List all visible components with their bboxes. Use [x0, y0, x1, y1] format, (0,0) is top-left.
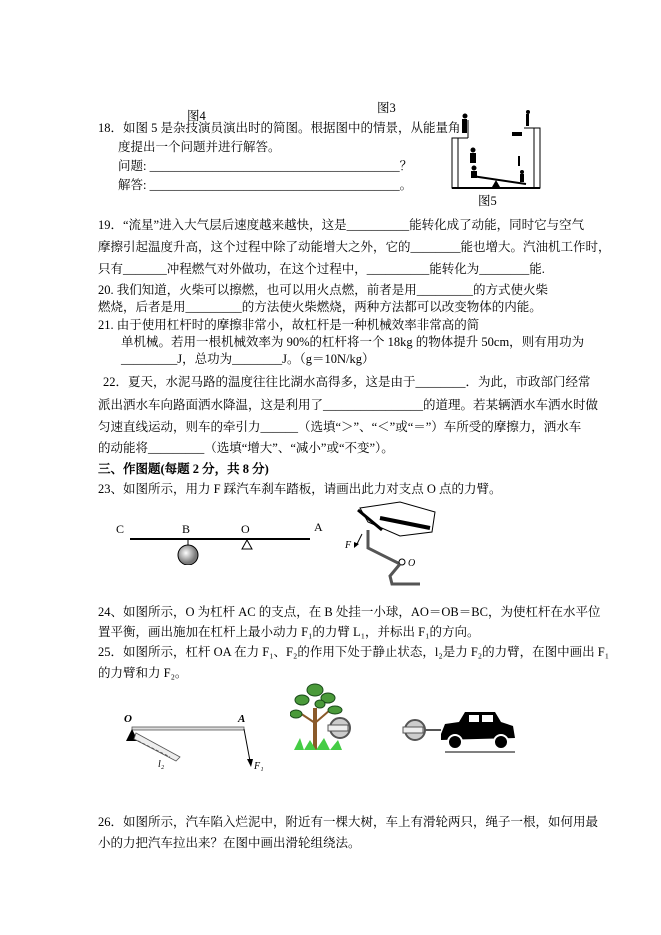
q18-line2: 度提出一个问题并进行解答。	[118, 140, 281, 154]
oa-label-a: A	[238, 713, 246, 725]
pedal-label-o: O	[408, 558, 416, 569]
oa-label-f1: F₁	[254, 761, 264, 772]
lever-label-b: B	[182, 522, 191, 536]
lever-label-c: C	[116, 522, 125, 536]
figure-lever-acbo	[110, 515, 330, 565]
q18-answer-label: 解答:	[118, 178, 147, 192]
q22-line1: 22．夏天，水泥马路的温度往往比湖水高得多，这是由于________．为此，市政部门经常	[103, 375, 591, 389]
q20-line1: 20. 我们知道，火柴可以擦燃，也可以用火点燃，前者是用_________的方式使火柴	[98, 283, 549, 297]
q18-answer-row	[118, 177, 412, 193]
lever-label-o: O	[241, 522, 250, 536]
lever-label-a: A	[314, 520, 323, 534]
q19-line3: 只有_______冲程燃气对外做功，在这个过程中，__________能转化为________能.	[98, 262, 545, 276]
q18-line1: 18．如图 5 是杂技演员演出时的简图。根据图中的情景，从能量角	[98, 121, 461, 135]
section-3-heading: 三、作图题(每题 2 分，共 8 分)	[98, 462, 269, 476]
figure-5-label: 图5	[478, 194, 497, 208]
oa-label-o: O	[124, 713, 132, 725]
figure-brake-pedal	[340, 498, 440, 588]
q24-line2: 置平衡，画出施加在杠杆上最小动力 F₁的力臂 L₁，并标出 F₁的方向。	[98, 625, 480, 639]
q22-line2: 派出洒水车向路面洒水降温，这是利用了________________的道理。若某辆洒水车洒水时做	[98, 398, 599, 412]
figure-car-pulley	[395, 710, 520, 758]
q23-line1: 23、如图所示，用力 F 踩汽车刹车踏板，请画出此力对支点 O 点的力臂。	[98, 482, 502, 496]
figure-lever-oa	[120, 705, 270, 775]
q22-line4: 的动能将_________（选填“增大”、“减小”或“不变”）。	[98, 441, 394, 455]
q26-line2: 小的力把汽车拉出来？在图中画出滑轮组绕法。	[98, 836, 361, 850]
q21-line1: 21. 由于使用杠杆时的摩擦非常小，故杠杆是一种机械效率非常高的简	[98, 318, 480, 332]
q21-line2: 单机械。若用一根机械效率为 90%的杠杆将一个 18kg 的物体提升 50cm，则有用功为	[121, 335, 585, 349]
q22-line3: 匀速直线运动，则车的牵引力______（选填“＞”、“＜”或“＝”）车所受的摩擦力，洒水车	[98, 420, 582, 434]
oa-label-l2: l₂	[158, 759, 165, 770]
q19-line2: 摩擦引起温度升高，这个过程中除了动能增大之外，它的________能也增大。汽油机工作时，	[98, 240, 611, 254]
q18-question-row	[118, 158, 412, 174]
figure-5-acrobats	[450, 110, 542, 190]
q26-line1: 26．如图所示，汽车陷入烂泥中，附近有一棵大树，车上有滑轮两只，绳子一根，如何用最	[98, 815, 599, 829]
q24-line1: 24、如图所示，O 为杠杆 AC 的支点，在 B 处挂一小球，AO＝OB＝BC，为使杠杆在水平位	[98, 605, 601, 619]
figure-4-label: 图4	[187, 109, 206, 123]
q19-line1: 19．“流星”进入大气层后速度越来越快，这是__________能转化成了动能，同时它与空气	[98, 218, 585, 232]
q25-line2: 的力臂和力 F₂。	[98, 666, 188, 680]
q20-line2: 燃烧，后者是用_________的方法使火柴燃烧，两种方法都可以改变物体的内能。	[98, 300, 542, 314]
q18-question-label: 问题:	[118, 159, 147, 173]
q21-line3: _________J，总功为________J。（g＝10N/kg）	[121, 352, 375, 366]
q25-line1: 25．如图所示，杠杆 OA 在力 F₁、F₂的作用下处于静止状态，l₂是力 F₂的力臂，在图中画出 F₁	[98, 645, 610, 659]
pedal-label-f: F	[345, 540, 352, 551]
figure-3-label: 图3	[377, 101, 396, 115]
q18-answer-blank[interactable]: ________________________________________。	[149, 178, 413, 192]
q18-question-blank[interactable]: ________________________________________？	[149, 159, 413, 173]
figure-tree-pulley	[290, 678, 370, 753]
